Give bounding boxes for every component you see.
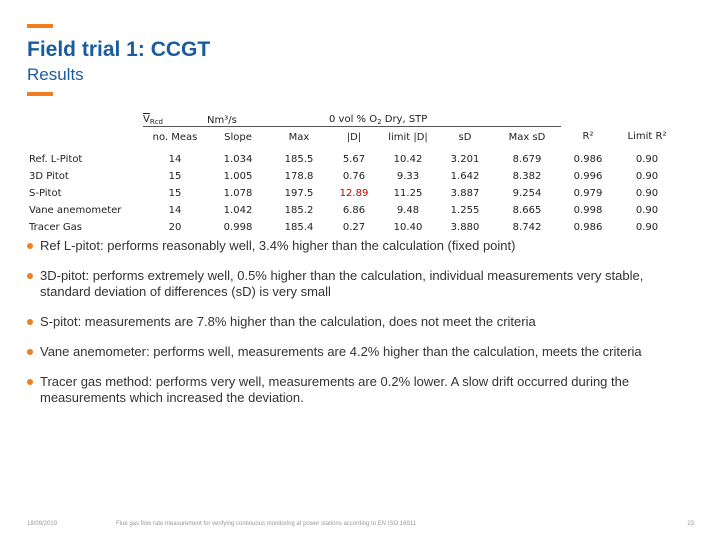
column-header: Max sD [493,127,561,150]
table-cell: 178.8 [284,171,314,182]
bullet-dot-icon [27,379,33,385]
table-cell: 1.042 [223,205,253,216]
row-label: Vane anemometer [29,205,122,216]
table-cell: 8.742 [512,222,542,233]
results-bullet-list [27,238,697,406]
accent-bar-top [27,24,53,28]
table-cell: 0.996 [573,171,603,182]
table-cell: 0.90 [635,171,659,182]
bullet-dot-icon [27,349,33,355]
bullet-dot-icon [27,319,33,325]
table-row [26,168,679,185]
condition-header: 0 vol % $O_2$ Dry, STP [329,106,493,127]
bullet-dot-icon [27,243,33,249]
table-cell: 1.255 [450,205,480,216]
table-cell: 9.33 [396,171,420,182]
table-cell: 3.201 [450,154,480,165]
table-cell: 3.880 [450,222,480,233]
table-cell: 0.986 [573,154,603,165]
table-cell: 0.90 [635,205,659,216]
column-header: R² [561,127,615,150]
results-table [26,106,679,236]
table-row [26,149,679,168]
table-cell: 185.4 [284,222,314,233]
column-header: Max [269,127,329,150]
table-cell: 0.27 [342,222,366,233]
table-cell: 8.665 [512,205,542,216]
column-header: |D| [329,127,379,150]
unit-header: Nm³/s [207,106,269,127]
slide-title: Field trial 1: CCGT [27,38,211,61]
table-cell: 3.887 [450,188,480,199]
bullet-dot-icon [27,273,33,279]
v-subscript: Rcd [149,118,163,126]
list-item: S-pitot: measurements are 7.8% higher than the calculation, does not meet the criteria [27,314,697,330]
table-cell: 185.2 [284,205,314,216]
table-cell: 8.679 [512,154,542,165]
column-header: no. Meas [143,127,207,150]
table-group-header-row [26,106,679,127]
table-column-header-row [26,127,679,150]
footer-date: 18/09/2019 [27,521,58,527]
table-cell: 1.642 [450,171,480,182]
table-cell: 0.90 [635,154,659,165]
table-cell: 0.986 [573,222,603,233]
row-label: Tracer Gas [29,222,82,233]
column-header: limit |D| [379,127,437,150]
footer-caption: Flue gas flow rate measurement for verifying continuous monitoring at power stations according to EN ISO 16911 [116,521,417,527]
list-item: Tracer gas method: performs very well, measurements are 0.2% lower. A slow drift occurred during the measurements which increased the deviation. [27,374,697,406]
table-cell: 197.5 [284,188,314,199]
table-cell-highlight: 12.89 [339,188,369,199]
table-cell: 6.86 [342,205,366,216]
column-header: Limit R² [615,127,679,150]
table-cell: 1.078 [223,188,253,199]
table-cell: 0.90 [635,222,659,233]
row-label: 3D Pitot [29,171,69,182]
table-cell: 185.5 [284,154,314,165]
table-cell: 14 [168,154,182,165]
row-label: S-Pitot [29,188,62,199]
table-cell: 15 [168,188,182,199]
table-cell: 5.67 [342,154,366,165]
table-cell: 9.254 [512,188,542,199]
table-cell: 15 [168,171,182,182]
accent-bar-bottom [27,92,53,96]
table-cell: 1.034 [223,154,253,165]
table-cell: 0.979 [573,188,603,199]
column-header: Slope [207,127,269,150]
table-cell: 0.998 [573,205,603,216]
table-cell: 10.40 [393,222,423,233]
list-item: Vane anemometer: performs well, measurements are 4.2% higher than the calculation, meets the criteria [27,344,697,360]
table-cell: 10.42 [393,154,423,165]
table-cell: 0.998 [223,222,253,233]
table-cell: 1.005 [223,171,253,182]
table-cell: 20 [168,222,182,233]
table-cell: 8.382 [512,171,542,182]
results-table-wrapper [26,106,679,236]
page-number: 23 [687,521,694,527]
table-row [26,202,679,219]
table-cell: 11.25 [393,188,423,199]
table-cell: 0.90 [635,188,659,199]
table-row [26,185,679,202]
table-row [26,219,679,236]
table-cell: 9.48 [396,205,420,216]
slide-subtitle: Results [27,65,84,84]
table-cell: 0.76 [342,171,366,182]
list-item: Ref L-pitot: performs reasonably well, 3.4% higher than the calculation (fixed point) [27,238,697,254]
table-cell: 14 [168,205,182,216]
v-symbol: V [143,114,150,125]
row-label: Ref. L-Pitot [29,154,83,165]
column-header: sD [437,127,493,150]
v-rcd-header [143,106,207,127]
list-item: 3D-pitot: performs extremely well, 0.5% higher than the calculation, individual measurements very stable, standard deviation of differences (sD) is very small [27,268,697,300]
